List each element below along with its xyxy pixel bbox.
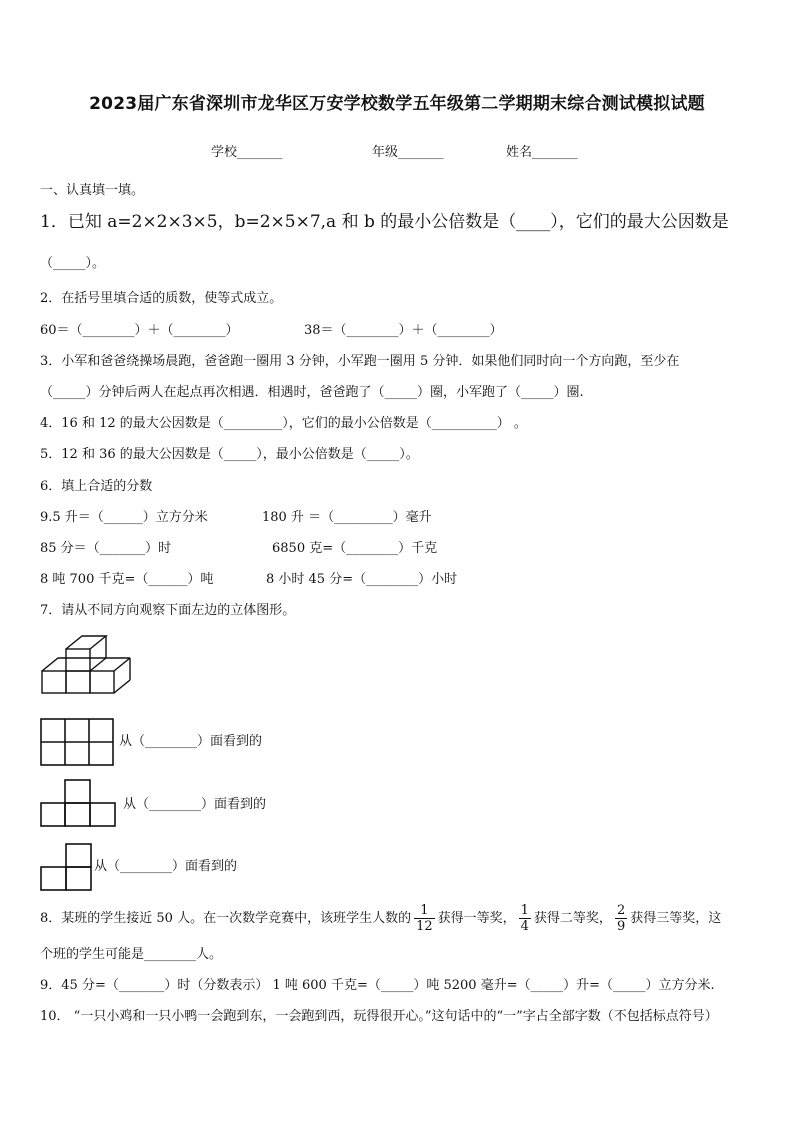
view-2-grid bbox=[40, 779, 116, 827]
question-6: 6．填上合适的分数 bbox=[40, 479, 153, 494]
question-8-text: 获得二等奖， bbox=[533, 911, 612, 926]
page-title: 2023届广东省深圳市龙华区万安学校数学五年级第二学期期末综合测试模拟试题 bbox=[89, 94, 705, 114]
fraction-denominator: 9 bbox=[616, 919, 626, 934]
fraction-denominator: 4 bbox=[520, 919, 529, 934]
question-1-line-1: 1．已知 a=2×2×3×5，b=2×5×7,a 和 b 的最小公倍数是（____），它们的最大公因数是 bbox=[40, 212, 729, 232]
cube-figure bbox=[40, 638, 136, 696]
question-7: 7．请从不同方向观察下面左边的立体图形。 bbox=[40, 603, 296, 618]
question-8-text: 8．某班的学生接近 50 人。在一次数学竞赛中，该班学生人数的 bbox=[40, 911, 412, 926]
question-6-item: 9.5 升＝（______）立方分米 bbox=[40, 510, 208, 525]
question-2-equation-1: 60＝（________）＋（________） bbox=[40, 323, 239, 338]
question-6-item: 8 小时 45 分=（________）小时 bbox=[266, 572, 458, 587]
question-10: 10． “一只小鸡和一只小鸭一会跑到东，一会跑到西，玩得很开心。”这句话中的“一”字占全部字数（不包括标点符号） bbox=[40, 1009, 718, 1024]
fraction-one-twelfth bbox=[414, 903, 435, 934]
question-3-line-2: （_____）分钟后两人在起点再次相遇．相遇时，爸爸跑了（_____）圈，小军跑了（_____）圈. bbox=[40, 385, 584, 400]
question-8-text: 获得一等奖， bbox=[437, 911, 516, 926]
question-4: 4．16 和 12 的最大公因数是（_________），它们的最小公倍数是（__________） 。 bbox=[40, 416, 527, 431]
question-6-item: 8 吨 700 千克=（______）吨 bbox=[40, 572, 214, 587]
question-8-line-1 bbox=[40, 903, 721, 934]
grade-field: 年级_______ bbox=[372, 145, 444, 160]
fraction-numerator: 1 bbox=[520, 903, 529, 918]
question-9: 9．45 分=（_______）时（分数表示） 1 吨 600 千克=（_____）吨 5200 毫升=（_____）升=（_____）立方分米. bbox=[40, 978, 715, 993]
view-3-label: 从（________）面看到的 bbox=[94, 859, 238, 874]
view-3-grid bbox=[40, 843, 92, 891]
question-8-line-2: 个班的学生可能是________人。 bbox=[40, 947, 223, 962]
fraction-one-fourth bbox=[519, 903, 531, 934]
name-field: 姓名_______ bbox=[506, 145, 578, 160]
view-1-grid bbox=[40, 718, 114, 766]
fraction-denominator: 12 bbox=[416, 919, 433, 934]
question-6-item: 6850 克=（________）千克 bbox=[272, 541, 438, 556]
fraction-two-ninths bbox=[615, 903, 627, 934]
fraction-numerator: 2 bbox=[616, 903, 626, 918]
question-6-item: 180 升 ＝（_________）毫升 bbox=[262, 510, 432, 525]
view-2-label: 从（________）面看到的 bbox=[123, 797, 267, 812]
section-heading: 一、认真填一填。 bbox=[40, 183, 145, 198]
question-8-text: 获得三等奖，这 bbox=[630, 911, 722, 926]
question-6-item: 85 分＝（_______）时 bbox=[40, 541, 172, 556]
fraction-numerator: 1 bbox=[414, 903, 435, 919]
question-2-equation-2: 38＝（________）＋（________） bbox=[304, 323, 503, 338]
view-1-label: 从（________）面看到的 bbox=[119, 734, 263, 749]
school-field: 学校_______ bbox=[211, 145, 283, 160]
question-3-line-1: 3．小军和爸爸绕操场晨跑，爸爸跑一圈用 3 分钟，小军跑一圈用 5 分钟．如果他们同时向一个方向跑，至少在 bbox=[40, 354, 680, 369]
question-5: 5．12 和 36 的最大公因数是（_____），最小公倍数是（_____）。 bbox=[40, 447, 419, 462]
question-2: 2．在括号里填合适的质数，使等式成立。 bbox=[40, 291, 283, 306]
question-1-line-2: （_____）。 bbox=[40, 256, 106, 271]
